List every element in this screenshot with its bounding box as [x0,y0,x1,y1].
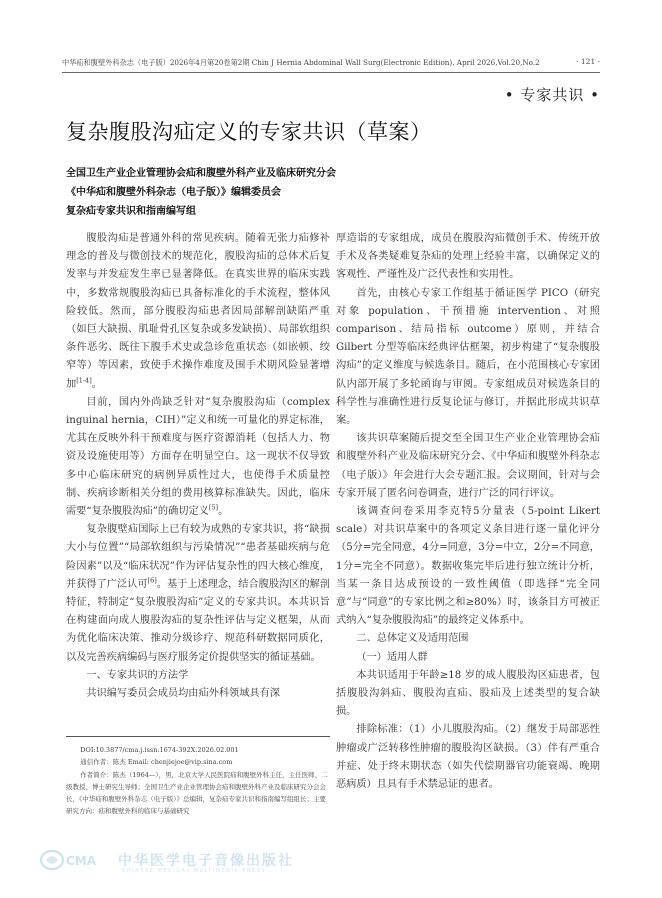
paragraph-text: 目前，国内外尚缺乏针对“复杂腹股沟疝（complex inguinal hernia，CIH）”定义和统一可量化的界定标准，尤其在反映外科干预难度与医疗资源消耗（包括人力、物资及设施使用等）方面存在明显空白。这一现状不仅导致多中心临床研究的病例异质性过大，也使得手术质量控制、疾病诊断相关分组的费用核算标准缺失。因此，临床需要“复杂腹股沟疝”的确切定义 [66,396,330,518]
paragraph-text: 共识编写委员会成员均由疝外科领域具有深 [86,688,280,700]
paragraph-text: 排除标准：（1）小儿腹股沟疝。（2）继发于局部恶性肿瘤或广泛转移性肿瘤的腹股沟区缺损。（3）伴有严重合并症、处于终末期状态（如失代偿期器官功能衰竭、晚期恶病质）且具有手术禁忌证的患者。 [336,724,600,791]
body-paragraph [336,503,600,630]
section-heading [66,667,330,685]
paragraph-text: 一、专家共识的方法学 [86,669,189,681]
author-list [66,164,336,221]
body-paragraph [66,521,330,667]
body-column-left [66,230,330,703]
footnote-line: 通信作者：陈杰 Email: chenjiejoe@vip.sina.com [80,758,233,767]
paragraph-text: 厚造诣的专家组成，成员在腹股沟疝微创手术、传统开放手术及各类疑难复杂疝的处理上经验丰富，以确保定义的客观性、严谨性及广泛代表性和实用性。 [336,233,600,281]
citation-ref: [5] [208,503,219,512]
publisher-badge-text: CMA [66,854,97,868]
paragraph-text: 腹股沟疝是普通外科的常见疾病。随着无张力疝修补理念的普及与微创技术的规范化，腹股沟疝的总体术后复发率与并发症发生率已显著降低。在真实世界的临床实践中，多数常规腹股沟疝已具备标准化的手术流程，整体风险较低。然而，部分腹股沟疝患者因局部解剖缺陷严重（如巨大缺损、肌耻骨孔区复杂或多发缺损）、局部软组织条件恶劣、既往下腹手术史或急诊危重状态（如嵌顿、绞窄等）等因素，致使手术操作难度及围手术期风险显著增加 [66,233,330,390]
footnote-line: DOI:10.3877/cma.j.issn.1674-392X.2026.02.001 [80,746,239,754]
body-paragraph [336,721,600,794]
header-rule [62,72,600,73]
paragraph-text: 本共识适用于年龄≥18 岁的成人腹股沟区疝患者，包括腹股沟斜疝、腹股沟直疝、股疝及上述类型的复合缺损。 [336,669,600,718]
publisher-badge-icon [38,848,102,872]
paragraph-text: 该调查问卷采用李克特5分量表（5-point Likert scale）对共识草案中的各项定义条目进行逐一量化评分（5分=完全同意，4分=同意，3分=中立，2分=不同意，1分=完全不同意）。数据收集完毕后进行独立统计分析，当某一条目达成预设的一致性阈值（即选择“完全同意”与“同意”的专家比例之和≥80%）时，该条目方可被正式纳入“复杂腹股沟疝”的最终定义体系中。 [336,506,600,627]
body-column-right [336,230,600,794]
citation-ref: [1-4] [76,376,92,385]
body-paragraph [336,285,600,431]
paragraph-text: 该共识草案随后提交至全国卫生产业企业管理协会疝和腹壁外科产业及临床研究分会、《中华疝和腹壁外科杂志（电子版）》年会进行大会专题汇报。会议期间，针对与会专家开展了匿名问卷调查，进行广泛的同行评议。 [336,433,600,499]
body-paragraph [336,430,600,503]
body-paragraph [66,685,330,703]
citation-ref: [6] [147,576,157,585]
footnote-line: 作者简介：陈杰（1964—），男，北京大学人民医院疝和腹壁外科主任，主任医师、二级教授、博士研究生导师；全国卫生产业企业管理协会疝和腹壁外科产业及临床研究分会会长，《中华疝和腹壁外科杂志（电子版）》总编辑，复杂疝专家共识和指南编写组组长；主要研究方向：疝和腹壁外科的临床与基础研究 [66,770,328,816]
paragraph-text: 首先，由核心专家工作组基于循证医学 PICO（研究对象 population、干预措施 intervention、对照 comparison、结局指标 outcome）原则，并结合 Gilbert 分型等临床经典评估框架，初步构建了“复杂腹股沟疝”的定义维度与候选条目。随后，在小范围核心专家团队内部开展了多轮函询与审阅。专家组成员对候选条目的科学性与准确性进行反复论证与修订，并据此形成共识草案。 [336,287,600,427]
author-affiliation: 全国卫生产业企业管理协会疝和腹壁外科产业及临床研究分会 [66,168,336,179]
paragraph-text: 二、总体定义及适用范围 [356,633,469,645]
section-heading [336,630,600,648]
paragraph-text: （一）适用人群 [356,651,428,663]
column-tag: • 专家共识 • [504,86,600,104]
paragraph-tail: 。 [218,506,229,518]
body-paragraph [336,667,600,722]
page-number: · 121 · [576,57,600,66]
body-paragraph [66,230,330,394]
author-affiliation: 《中华疝和腹壁外科杂志（电子版）》编辑委员会 [66,187,281,198]
footnote-rule [66,736,330,737]
author-affiliation: 复杂疝专家共识和指南编写组 [66,206,196,217]
publisher-logo [38,848,438,872]
paragraph-text: 复杂腹壁疝国际上已有较为成熟的专家共识，将“缺损大小与位置”“局部软组织与污染情况”“患者基础疾病与危险因素”以及“临床状况”作为评估复杂性的四大核心维度，并获得了广泛认可 [66,524,330,590]
footnotes [66,744,330,818]
paragraph-tail: 。 [91,378,102,390]
paragraph-tail: 。基于上述理念，结合腹股沟区的解剖特征，特制定“复杂腹股沟疝”定义的专家共识。本共识旨在构建面向成人腹股沟疝的复杂性评估与定义框架，从而为优化临床决策、推动分级诊疗、规范科研数据同质化，以及完善疾病编码与医疗服务定价提供坚实的循证基础。 [66,578,330,663]
publisher-name-en: CHINESE MEDICAL MULTIMEDIA PRESS [122,868,267,874]
section-heading [336,649,600,667]
body-paragraph [336,230,600,285]
body-paragraph [66,394,330,521]
article-title: 复杂腹股沟疝定义的专家共识（草案） [66,120,432,144]
publisher-name: 中华医学电子音像出版社 [118,853,294,869]
running-header: 中华疝和腹壁外科杂志（电子版）2026年4月第20卷第2期 Chin J Hernia Abdominal Wall Surg(Electronic Edition), April 2026,Vol.20,No.2 [62,58,540,67]
